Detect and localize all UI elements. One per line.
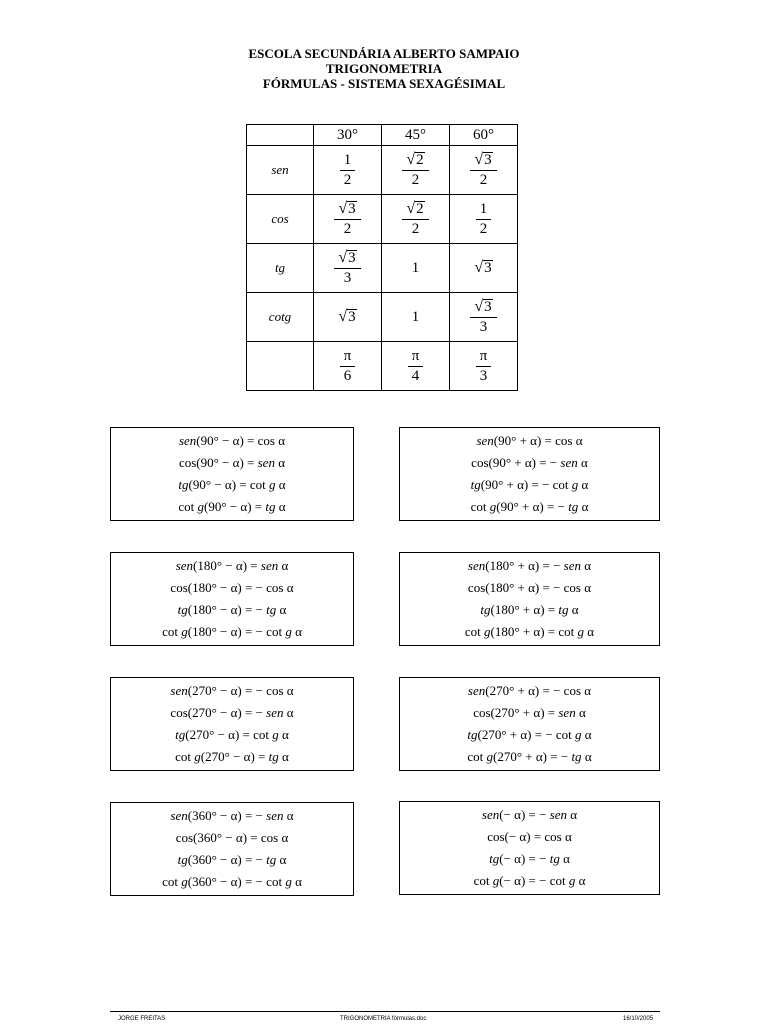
formula-line <box>111 852 353 868</box>
trig-values-table <box>246 124 518 391</box>
numerator <box>470 298 496 318</box>
formula-text: (− α) = − <box>499 851 550 866</box>
numerator <box>334 200 360 220</box>
formula-box <box>110 552 354 646</box>
value-cell <box>450 146 518 195</box>
formula-text: cos(360° − α) = cos α <box>175 830 289 845</box>
formula-text: cos(270° + α) = <box>473 705 559 720</box>
formula-text: cos(− α) = cos α <box>487 829 572 844</box>
numerator <box>470 151 496 171</box>
value-cell <box>314 293 382 342</box>
formula-line <box>111 705 353 721</box>
formula-text: cot <box>175 749 195 764</box>
formula-text: cot <box>470 499 490 514</box>
formula-function: g <box>181 874 188 889</box>
formula-function: tg <box>177 852 188 867</box>
formula-line <box>111 874 353 890</box>
radical <box>474 298 492 315</box>
formula-text: (90° + α) = − cot <box>480 477 572 492</box>
formula-line <box>111 477 353 493</box>
denominator: 2 <box>343 221 352 237</box>
table-row <box>247 146 518 195</box>
radical-sign: √ <box>406 151 416 168</box>
formula-line <box>111 808 353 824</box>
formula-box <box>399 677 660 771</box>
formula-text: cos(90° + α) = − <box>471 455 561 470</box>
formula-function: g <box>285 624 292 639</box>
cell-value: 1 <box>411 259 420 276</box>
formula-text: cos(180° − α) = − cos α <box>170 580 294 595</box>
fraction <box>476 348 492 385</box>
formula-text: α <box>575 705 586 720</box>
value-cell <box>314 195 382 244</box>
radicand: 3 <box>348 250 356 266</box>
formula-text: (270° − α) = − cos α <box>187 683 294 698</box>
formula-line <box>400 727 659 743</box>
formula-text: α <box>276 852 287 867</box>
formula-function: g <box>568 873 576 888</box>
formula-line <box>400 558 659 574</box>
fraction <box>340 348 356 385</box>
formula-text: α <box>578 477 589 492</box>
fraction <box>476 201 492 238</box>
denominator: 2 <box>479 220 488 237</box>
formula-text: (− α) = − <box>499 807 550 822</box>
formula-function: tg <box>266 852 277 867</box>
value-cell <box>314 342 382 391</box>
formula-function: sen <box>266 808 284 823</box>
formula-line <box>111 580 353 596</box>
formula-text: (360° − α) = − <box>187 808 267 823</box>
footer-author: JORGE FREITAS <box>118 1016 166 1022</box>
formula-box <box>110 427 354 521</box>
formula-text: α <box>275 477 286 492</box>
formula-box <box>110 677 354 771</box>
formula-text: (180° − α) = − <box>187 602 267 617</box>
formula-line <box>400 851 659 867</box>
formula-line <box>400 807 659 823</box>
formula-line <box>111 602 353 618</box>
radical <box>338 308 356 325</box>
formula-line <box>111 433 353 449</box>
table-row <box>247 293 518 342</box>
value-cell <box>382 293 450 342</box>
formula-function: tg <box>175 727 186 742</box>
formula-function: g <box>571 477 579 492</box>
radical-sign: √ <box>406 200 416 217</box>
formula-text: α <box>584 624 595 639</box>
formula-text: α <box>291 624 302 639</box>
header-cell: 45° <box>382 125 450 146</box>
formula-line <box>400 477 659 493</box>
value-cell <box>450 293 518 342</box>
formula-function: g <box>197 499 205 514</box>
formula-function: tg <box>480 602 491 617</box>
formula-text: (270° − α) = cot <box>185 727 273 742</box>
formula-box <box>110 802 354 896</box>
fraction <box>334 249 360 287</box>
formula-line <box>111 455 353 471</box>
formula-text: α <box>278 558 289 573</box>
denominator: 3 <box>343 270 352 286</box>
formula-text: cos(90° − α) = <box>178 455 258 470</box>
formula-text: (90° + α) = − <box>496 499 569 514</box>
formula-text: α <box>575 873 586 888</box>
formula-line <box>400 873 659 889</box>
row-label: tg <box>247 244 314 293</box>
formula-function: tg <box>265 499 276 514</box>
formula-function: g <box>272 727 279 742</box>
radicand: 3 <box>484 152 492 168</box>
footer-rule <box>110 1011 660 1012</box>
fraction <box>402 200 428 238</box>
formula-function: tg <box>467 727 478 742</box>
formula-text: α <box>283 808 294 823</box>
formula-text: (270° + α) = − cos α <box>485 683 592 698</box>
formula-text: α <box>275 499 286 514</box>
formula-text: (270° + α) = − <box>493 749 572 764</box>
formula-function: tg <box>177 602 188 617</box>
formula-box <box>399 801 660 895</box>
formula-text: α <box>567 807 578 822</box>
formula-text: (90° + α) = cos α <box>493 433 583 448</box>
formula-text: (180° + α) = − <box>485 558 564 573</box>
value-cell <box>382 244 450 293</box>
formula-text: (360° − α) = − <box>187 852 267 867</box>
formula-function: sen <box>170 683 188 698</box>
table-header-row <box>247 125 518 146</box>
formula-text: (180° + α) = <box>490 602 559 617</box>
formula-function: sen <box>266 705 284 720</box>
formula-line <box>111 624 353 640</box>
denominator: 6 <box>343 367 352 384</box>
formula-line <box>400 683 659 699</box>
formula-text: (180° + α) = cot <box>490 624 578 639</box>
document-header <box>0 46 768 91</box>
radical <box>406 200 424 217</box>
formula-text: α <box>568 602 579 617</box>
table-row <box>247 195 518 244</box>
radical <box>474 259 492 276</box>
formula-line <box>111 830 353 846</box>
formula-function: tg <box>268 749 279 764</box>
formula-function: sen <box>170 808 188 823</box>
formula-text: α <box>291 874 302 889</box>
formula-line <box>400 499 659 515</box>
formula-function: sen <box>481 807 500 822</box>
radical <box>338 249 356 266</box>
radicand: 2 <box>416 201 424 217</box>
formula-box <box>399 427 660 521</box>
formula-text: cot <box>162 624 182 639</box>
fraction <box>408 348 424 385</box>
formula-function: tg <box>549 851 560 866</box>
formula-text: α <box>559 851 570 866</box>
row-label: sen <box>247 146 314 195</box>
formula-function: sen <box>467 558 486 573</box>
formula-function: tg <box>489 851 500 866</box>
radical-sign: √ <box>474 259 484 276</box>
numerator <box>334 249 360 269</box>
formula-function: tg <box>568 499 579 514</box>
radical-sign: √ <box>338 308 348 325</box>
formula-function: g <box>486 749 494 764</box>
formula-line <box>400 829 659 845</box>
school-name: ESCOLA SECUNDÁRIA ALBERTO SAMPAIO <box>248 46 520 61</box>
radicand: 3 <box>348 201 356 217</box>
formula-text: cos(180° + α) = − cos α <box>467 580 592 595</box>
formula-line <box>400 749 659 765</box>
radical <box>338 200 356 217</box>
formula-text: α <box>274 455 286 470</box>
row-label: cos <box>247 195 314 244</box>
formula-function: g <box>492 873 500 888</box>
footer-date: 16/10/2005 <box>623 1016 654 1022</box>
formula-function: sen <box>175 558 194 573</box>
formula-text: α <box>278 727 289 742</box>
formula-function: g <box>577 624 585 639</box>
value-cell <box>314 146 382 195</box>
formula-function: g <box>181 624 188 639</box>
formula-function: sen <box>560 455 578 470</box>
formula-line <box>111 499 353 515</box>
formula-text: (90° − α) = <box>204 499 266 514</box>
radicand: 3 <box>484 260 492 276</box>
radical-sign: √ <box>474 151 484 168</box>
formula-text: (180° − α) = <box>193 558 261 573</box>
formula-text: cot <box>467 749 487 764</box>
numerator: 1 <box>340 152 356 171</box>
formula-function: g <box>484 624 491 639</box>
formula-text: (360° − α) = − cot <box>187 874 286 889</box>
formula-text: (270° + α) = − cot <box>477 727 576 742</box>
formula-line <box>400 580 659 596</box>
denominator: 3 <box>479 367 488 384</box>
formula-text: (180° − α) = − cot <box>187 624 286 639</box>
table-row <box>247 244 518 293</box>
formula-function: g <box>285 874 292 889</box>
table-row <box>247 342 518 391</box>
formula-function: sen <box>558 705 576 720</box>
radicand: 2 <box>416 152 424 168</box>
subtitle: FÓRMULAS - SISTEMA SEXAGÉSIMAL <box>262 76 506 91</box>
radical-sign: √ <box>338 249 348 266</box>
formula-text: α <box>581 749 592 764</box>
formula-function: tg <box>178 477 189 492</box>
formula-function: sen <box>476 433 494 448</box>
formula-function: g <box>194 749 201 764</box>
fraction <box>334 200 360 238</box>
formula-line <box>400 433 659 449</box>
radicand: 3 <box>484 299 492 315</box>
value-cell <box>382 342 450 391</box>
denominator: 2 <box>411 221 420 237</box>
denominator: 2 <box>479 172 488 188</box>
table-corner-cell <box>247 125 314 146</box>
formula-function: sen <box>257 455 275 470</box>
formula-function: sen <box>563 558 582 573</box>
header-cell: 30° <box>314 125 382 146</box>
formula-text: (90° − α) = cos α <box>196 433 286 448</box>
radical <box>474 151 492 168</box>
radicand: 3 <box>348 309 356 325</box>
formula-text: cot <box>178 499 198 514</box>
formula-line <box>111 727 353 743</box>
fraction <box>402 151 428 189</box>
footer-filename: TRIGONOMETRIA fórmulas.doc <box>340 1016 427 1022</box>
formula-text: α <box>578 499 589 514</box>
value-cell <box>382 195 450 244</box>
formula-text: (− α) = − cot <box>499 873 569 888</box>
fraction <box>470 298 496 336</box>
value-cell <box>450 195 518 244</box>
formula-function: sen <box>549 807 568 822</box>
formula-function: tg <box>470 477 481 492</box>
fraction <box>470 151 496 189</box>
formula-text: α <box>581 727 592 742</box>
numerator: π <box>476 348 492 367</box>
denominator: 4 <box>411 367 420 384</box>
formula-text: (90° − α) = cot <box>188 477 270 492</box>
denominator: 2 <box>411 172 420 188</box>
formula-line <box>400 624 659 640</box>
formula-text: cot <box>464 624 485 639</box>
formula-function: tg <box>558 602 569 617</box>
formula-function: sen <box>260 558 279 573</box>
cell-value: 1 <box>411 308 420 325</box>
formula-function: g <box>575 727 582 742</box>
numerator <box>402 200 428 220</box>
formula-function: g <box>489 499 497 514</box>
formula-box <box>399 552 660 646</box>
formula-line <box>111 558 353 574</box>
formula-text: cos(270° − α) = − <box>170 705 267 720</box>
value-cell <box>450 342 518 391</box>
radical <box>406 151 424 168</box>
fraction <box>340 152 356 189</box>
value-cell <box>314 244 382 293</box>
numerator <box>402 151 428 171</box>
formula-function: g <box>269 477 276 492</box>
subject-title: TRIGONOMETRIA <box>325 61 443 76</box>
row-label: cotg <box>247 293 314 342</box>
formula-line <box>400 705 659 721</box>
formula-function: tg <box>571 749 582 764</box>
formula-text: α <box>283 705 294 720</box>
numerator: π <box>340 348 356 367</box>
formula-function: sen <box>467 683 486 698</box>
radical-sign: √ <box>338 200 348 217</box>
formula-function: tg <box>266 602 277 617</box>
formula-line <box>111 683 353 699</box>
denominator: 2 <box>343 171 352 188</box>
value-cell <box>450 244 518 293</box>
formula-text: α <box>581 558 592 573</box>
formula-text: cot <box>162 874 182 889</box>
formula-text: (270° − α) = <box>200 749 269 764</box>
formula-line <box>400 455 659 471</box>
formula-text: α <box>278 749 289 764</box>
formula-text: cot <box>473 873 493 888</box>
value-cell <box>382 146 450 195</box>
numerator: 1 <box>476 201 492 220</box>
formula-line <box>400 602 659 618</box>
numerator: π <box>408 348 424 367</box>
formula-function: sen <box>178 433 197 448</box>
denominator: 3 <box>479 319 488 335</box>
header-cell: 60° <box>450 125 518 146</box>
formula-line <box>111 749 353 765</box>
formula-text: α <box>276 602 287 617</box>
radical-sign: √ <box>474 298 484 315</box>
row-label <box>247 342 314 391</box>
formula-text: α <box>577 455 588 470</box>
